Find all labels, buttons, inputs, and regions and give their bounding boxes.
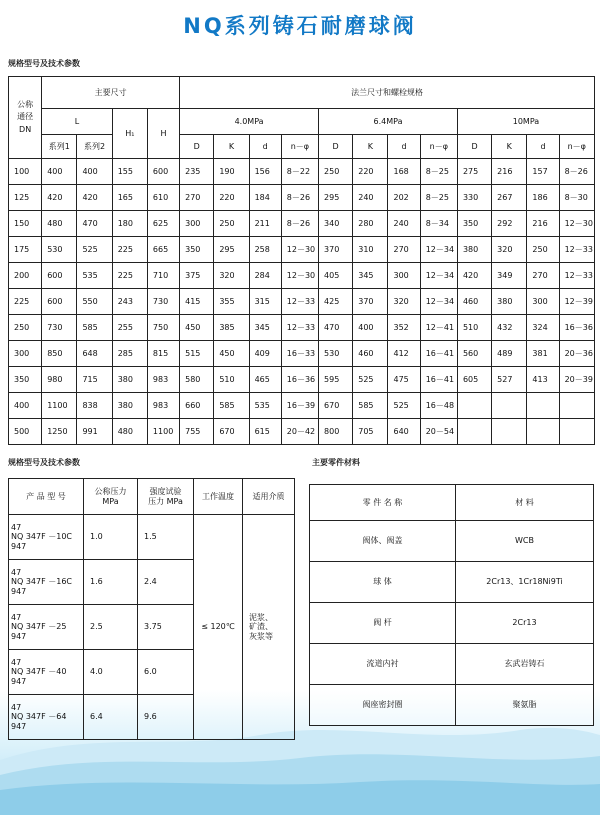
table-cell: 100 — [9, 159, 42, 185]
table-row — [310, 603, 594, 644]
table-cell: 432 — [492, 315, 527, 341]
table-cell: 211 — [249, 211, 281, 237]
table-cell: 12－34 — [420, 237, 457, 263]
table-cell: 527 — [492, 367, 527, 393]
table-cell: 315 — [249, 289, 281, 315]
table1-caption: 规格型号及技术参数 — [8, 59, 80, 68]
table-cell: 300 — [9, 341, 42, 367]
test-pressure-cell: 3.75 — [138, 605, 194, 650]
table-cell: 1100 — [42, 393, 77, 419]
table-cell: 530 — [319, 341, 353, 367]
table-row — [310, 685, 594, 726]
table-cell: 585 — [353, 393, 388, 419]
table-cell: 480 — [112, 419, 147, 445]
table-cell: 665 — [147, 237, 179, 263]
table-cell: 615 — [249, 419, 281, 445]
header-K: K — [492, 135, 527, 159]
header-n-phi: n－φ — [281, 135, 318, 159]
header-D: D — [180, 135, 214, 159]
table-cell: 660 — [180, 393, 214, 419]
table-cell: 585 — [77, 315, 112, 341]
header-K: K — [353, 135, 388, 159]
table-cell: 8－26 — [281, 211, 318, 237]
table-row — [9, 263, 595, 289]
table-cell: 300 — [388, 263, 420, 289]
table-cell: 240 — [353, 185, 388, 211]
working-temperature-cell: ≤ 120℃ — [194, 515, 243, 740]
table-cell: 8－25 — [420, 185, 457, 211]
table-row — [9, 237, 595, 263]
table-cell: 405 — [319, 263, 353, 289]
table-cell: 450 — [214, 341, 249, 367]
table-cell: 220 — [353, 159, 388, 185]
table-row — [9, 289, 595, 315]
table-row — [310, 644, 594, 685]
table-cell: 595 — [319, 367, 353, 393]
nominal-pressure-cell: 1.0 — [84, 515, 138, 560]
table-cell: 240 — [388, 211, 420, 237]
table-cell: 705 — [353, 419, 388, 445]
table-cell: 202 — [388, 185, 420, 211]
table-cell: 515 — [180, 341, 214, 367]
table-cell: 125 — [9, 185, 42, 211]
header-dn: 公称 通径 DN — [9, 77, 42, 159]
table-cell: 250 — [214, 211, 249, 237]
table-cell: 275 — [457, 159, 491, 185]
table-cell: 475 — [388, 367, 420, 393]
table-cell: 1250 — [42, 419, 77, 445]
table-cell — [457, 419, 491, 445]
table-cell: 605 — [457, 367, 491, 393]
table-cell: 413 — [527, 367, 559, 393]
table-cell: 295 — [214, 237, 249, 263]
table-cell: 267 — [492, 185, 527, 211]
table-cell: 409 — [249, 341, 281, 367]
table-cell: 300 — [180, 211, 214, 237]
table-cell: 510 — [457, 315, 491, 341]
table-cell: 460 — [457, 289, 491, 315]
table-cell: 352 — [388, 315, 420, 341]
header-series1: 系列1 — [42, 135, 77, 159]
table-cell: 16－41 — [420, 341, 457, 367]
table-cell: 16－36 — [559, 315, 594, 341]
table-cell: 640 — [388, 419, 420, 445]
table-cell: 400 — [77, 159, 112, 185]
table-cell: 345 — [353, 263, 388, 289]
table-cell: 525 — [77, 237, 112, 263]
table-cell: 12－33 — [281, 315, 318, 341]
table-cell: 270 — [527, 263, 559, 289]
table-cell: 385 — [214, 315, 249, 341]
material-cell: 2Cr13 — [456, 603, 594, 644]
table-cell: 710 — [147, 263, 179, 289]
table-cell: 8－30 — [559, 185, 594, 211]
table-cell: 216 — [527, 211, 559, 237]
materials-table — [309, 484, 594, 726]
table-cell: 12－34 — [420, 289, 457, 315]
model-params-table — [8, 478, 295, 740]
table-cell: 16－36 — [281, 367, 318, 393]
table-cell: 20－42 — [281, 419, 318, 445]
header-pressure-4-0: 4.0MPa — [180, 109, 319, 135]
table-cell: 470 — [77, 211, 112, 237]
table-cell: 12－30 — [281, 263, 318, 289]
table-cell: 330 — [457, 185, 491, 211]
table-cell: 350 — [457, 211, 491, 237]
table-cell: 983 — [147, 367, 179, 393]
table-cell — [559, 419, 594, 445]
header-part-name: 零 件 名 称 — [310, 485, 456, 521]
header-D: D — [457, 135, 491, 159]
nominal-pressure-cell: 4.0 — [84, 650, 138, 695]
table-cell: 370 — [319, 237, 353, 263]
table-row — [9, 315, 595, 341]
test-pressure-cell: 1.5 — [138, 515, 194, 560]
table-cell: 400 — [42, 159, 77, 185]
table-cell: 670 — [214, 419, 249, 445]
table-cell: 585 — [214, 393, 249, 419]
part-name-cell: 阀体、阀盖 — [310, 521, 456, 562]
table-cell: 300 — [527, 289, 559, 315]
nominal-pressure-cell: 2.5 — [84, 605, 138, 650]
table-cell: 258 — [249, 237, 281, 263]
part-name-cell: 球 体 — [310, 562, 456, 603]
table-cell: 648 — [77, 341, 112, 367]
table-cell: 186 — [527, 185, 559, 211]
product-model-cell: 47 NQ 347F －16C 947 — [9, 560, 84, 605]
header-model: 产 品 型 号 — [9, 479, 84, 515]
table-cell: 295 — [319, 185, 353, 211]
table-cell: 8－26 — [281, 185, 318, 211]
table-cell: 381 — [527, 341, 559, 367]
table-cell: 12－30 — [559, 211, 594, 237]
table-cell: 838 — [77, 393, 112, 419]
header-H: H — [147, 109, 179, 159]
table-cell: 750 — [147, 315, 179, 341]
header-K: K — [214, 135, 249, 159]
table-cell: 500 — [9, 419, 42, 445]
material-cell: 2Cr13、1Cr18Ni9Ti — [456, 562, 594, 603]
table-cell: 550 — [77, 289, 112, 315]
table-cell: 284 — [249, 263, 281, 289]
table-cell — [492, 393, 527, 419]
table-cell: 320 — [492, 237, 527, 263]
table-cell: 983 — [147, 393, 179, 419]
table-cell: 320 — [388, 289, 420, 315]
table-cell: 380 — [112, 393, 147, 419]
table-cell: 8－25 — [420, 159, 457, 185]
table-cell: 510 — [214, 367, 249, 393]
table-cell: 12－33 — [559, 237, 594, 263]
table-cell: 800 — [319, 419, 353, 445]
table-cell: 412 — [388, 341, 420, 367]
table-cell: 420 — [457, 263, 491, 289]
table-cell: 270 — [388, 237, 420, 263]
table-cell: 225 — [9, 289, 42, 315]
table-cell: 250 — [527, 237, 559, 263]
table-cell: 8－26 — [559, 159, 594, 185]
table-cell: 12－33 — [281, 289, 318, 315]
table-cell: 235 — [180, 159, 214, 185]
test-pressure-cell: 2.4 — [138, 560, 194, 605]
table-cell: 150 — [9, 211, 42, 237]
table-cell: 250 — [9, 315, 42, 341]
header-nominal-pressure: 公称压力 MPa — [84, 479, 138, 515]
table-cell: 16－39 — [281, 393, 318, 419]
table-cell: 255 — [112, 315, 147, 341]
table-cell: 20－39 — [559, 367, 594, 393]
table-cell: 310 — [353, 237, 388, 263]
table-cell: 580 — [180, 367, 214, 393]
table-cell: 670 — [319, 393, 353, 419]
table-cell: 755 — [180, 419, 214, 445]
header-material: 材 料 — [456, 485, 594, 521]
table-cell: 370 — [353, 289, 388, 315]
table-cell: 16－41 — [420, 367, 457, 393]
table-cell: 380 — [492, 289, 527, 315]
table-cell: 730 — [42, 315, 77, 341]
part-name-cell: 阀 杆 — [310, 603, 456, 644]
table-row — [9, 211, 595, 237]
table-cell: 415 — [180, 289, 214, 315]
nominal-pressure-cell: 1.6 — [84, 560, 138, 605]
table-cell: 180 — [112, 211, 147, 237]
dimensions-table — [8, 76, 595, 445]
header-pressure-10: 10MPa — [457, 109, 594, 135]
material-cell: 玄武岩铸石 — [456, 644, 594, 685]
table-cell: 157 — [527, 159, 559, 185]
table-cell: 380 — [457, 237, 491, 263]
header-test-pressure: 强度试验 压力 MPa — [138, 479, 194, 515]
part-name-cell: 阀座密封圈 — [310, 685, 456, 726]
table-row — [310, 521, 594, 562]
table-cell: 20－54 — [420, 419, 457, 445]
table-cell: 850 — [42, 341, 77, 367]
table-cell: 355 — [214, 289, 249, 315]
page-title: NQ系列铸石耐磨球阀 — [183, 14, 417, 38]
header-medium: 适用介质 — [243, 479, 295, 515]
table-cell: 610 — [147, 185, 179, 211]
table-cell — [457, 393, 491, 419]
table-cell: 420 — [77, 185, 112, 211]
table-cell: 285 — [112, 341, 147, 367]
table-cell: 292 — [492, 211, 527, 237]
header-d: d — [527, 135, 559, 159]
table-cell: 184 — [249, 185, 281, 211]
header-n-phi: n－φ — [559, 135, 594, 159]
table-cell: 220 — [214, 185, 249, 211]
table-cell: 400 — [9, 393, 42, 419]
product-model-cell: 47 NQ 347F －64 947 — [9, 695, 84, 740]
table-cell: 600 — [147, 159, 179, 185]
table-cell: 16－33 — [281, 341, 318, 367]
header-d: d — [388, 135, 420, 159]
nominal-pressure-cell: 6.4 — [84, 695, 138, 740]
table-cell: 340 — [319, 211, 353, 237]
table2-caption: 规格型号及技术参数 — [8, 458, 80, 467]
table-cell: 400 — [353, 315, 388, 341]
table-cell: 324 — [527, 315, 559, 341]
table-cell: 20－36 — [559, 341, 594, 367]
product-model-cell: 47 NQ 347F －25 947 — [9, 605, 84, 650]
table-cell: 12－30 — [281, 237, 318, 263]
material-cell: WCB — [456, 521, 594, 562]
table-cell: 530 — [42, 237, 77, 263]
table-cell: 600 — [42, 263, 77, 289]
table-cell: 175 — [9, 237, 42, 263]
table-cell: 250 — [319, 159, 353, 185]
table-cell — [492, 419, 527, 445]
table-cell: 155 — [112, 159, 147, 185]
table-cell: 225 — [112, 263, 147, 289]
table-cell: 489 — [492, 341, 527, 367]
table-cell: 470 — [319, 315, 353, 341]
table-cell: 1100 — [147, 419, 179, 445]
medium-cell: 泥浆、 矿渣、 灰浆等 — [243, 515, 295, 740]
product-model-cell: 47 NQ 347F －10C 947 — [9, 515, 84, 560]
header-flange: 法兰尺寸和螺栓规格 — [180, 77, 595, 109]
table-cell: 380 — [112, 367, 147, 393]
table-cell: 16－48 — [420, 393, 457, 419]
table-cell: 980 — [42, 367, 77, 393]
header-n-phi: n－φ — [420, 135, 457, 159]
table3-caption: 主要零件材料 — [312, 458, 360, 467]
header-pressure-6-4: 6.4MPa — [319, 109, 458, 135]
table-cell: 8－22 — [281, 159, 318, 185]
table-cell: 525 — [388, 393, 420, 419]
table-cell: 560 — [457, 341, 491, 367]
table-cell: 12－41 — [420, 315, 457, 341]
table-cell: 156 — [249, 159, 281, 185]
test-pressure-cell: 9.6 — [138, 695, 194, 740]
header-H1: H₁ — [112, 109, 147, 159]
header-D: D — [319, 135, 353, 159]
table-cell: 225 — [112, 237, 147, 263]
table-row — [310, 562, 594, 603]
table-cell: 625 — [147, 211, 179, 237]
table-cell: 730 — [147, 289, 179, 315]
table-cell: 12－34 — [420, 263, 457, 289]
table-cell: 350 — [180, 237, 214, 263]
table-row — [9, 185, 595, 211]
header-series2: 系列2 — [77, 135, 112, 159]
table-cell: 450 — [180, 315, 214, 341]
table-row — [9, 341, 595, 367]
table-cell: 168 — [388, 159, 420, 185]
table-cell: 320 — [214, 263, 249, 289]
table-cell: 425 — [319, 289, 353, 315]
table-cell: 190 — [214, 159, 249, 185]
table-cell: 420 — [42, 185, 77, 211]
table-cell: 345 — [249, 315, 281, 341]
header-d: d — [249, 135, 281, 159]
table-cell: 200 — [9, 263, 42, 289]
table-cell: 216 — [492, 159, 527, 185]
table-cell: 815 — [147, 341, 179, 367]
header-main-dims: 主要尺寸 — [42, 77, 180, 109]
table-cell: 535 — [249, 393, 281, 419]
table-cell: 12－33 — [559, 263, 594, 289]
table-row — [9, 419, 595, 445]
table-cell: 350 — [9, 367, 42, 393]
table-cell: 600 — [42, 289, 77, 315]
table-cell: 349 — [492, 263, 527, 289]
table-cell: 280 — [353, 211, 388, 237]
header-L: L — [42, 109, 112, 135]
table-cell: 465 — [249, 367, 281, 393]
part-name-cell: 流道内衬 — [310, 644, 456, 685]
table-cell — [527, 419, 559, 445]
table-cell: 525 — [353, 367, 388, 393]
table-cell — [559, 393, 594, 419]
table-cell: 12－39 — [559, 289, 594, 315]
test-pressure-cell: 6.0 — [138, 650, 194, 695]
table-cell: 243 — [112, 289, 147, 315]
table-cell: 480 — [42, 211, 77, 237]
table-cell: 8－34 — [420, 211, 457, 237]
table-cell — [527, 393, 559, 419]
table-cell: 991 — [77, 419, 112, 445]
table-row — [9, 159, 595, 185]
table-row — [9, 367, 595, 393]
table-cell: 715 — [77, 367, 112, 393]
header-temperature: 工作温度 — [194, 479, 243, 515]
product-model-cell: 47 NQ 347F －40 947 — [9, 650, 84, 695]
table-row — [9, 515, 295, 560]
table-cell: 535 — [77, 263, 112, 289]
material-cell: 聚氨脂 — [456, 685, 594, 726]
table-cell: 165 — [112, 185, 147, 211]
table-cell: 460 — [353, 341, 388, 367]
table-cell: 270 — [180, 185, 214, 211]
table-cell: 375 — [180, 263, 214, 289]
table-row — [9, 393, 595, 419]
